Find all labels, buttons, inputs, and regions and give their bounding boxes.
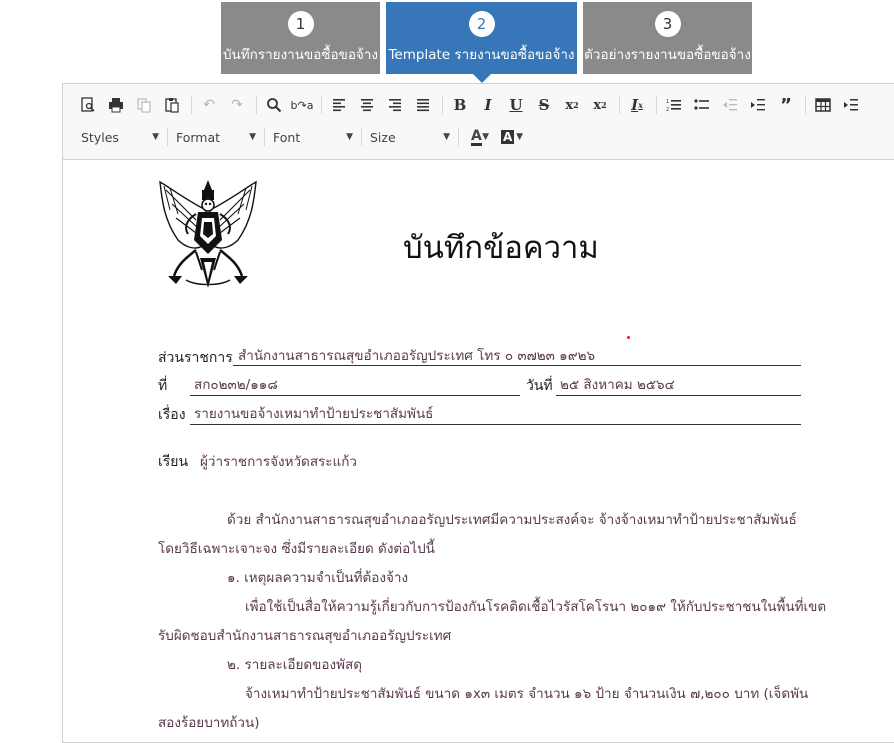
align-left-icon[interactable] — [328, 94, 350, 116]
subject-underline — [190, 424, 801, 425]
to-label: เรียน — [158, 454, 189, 470]
toolbar-separator — [619, 96, 620, 114]
format-dropdown-label: Format — [176, 129, 221, 145]
agency-label: ส่วนราชการ — [158, 350, 233, 366]
background-color-button[interactable] — [493, 126, 527, 148]
superscript-icon[interactable]: x 2 — [593, 97, 607, 113]
toolbar-separator — [442, 96, 443, 114]
svg-text:2: 2 — [666, 107, 670, 112]
bullet-list-icon[interactable] — [691, 94, 713, 116]
agency-underline — [233, 365, 801, 366]
document-content[interactable] — [63, 160, 894, 742]
chevron-down-icon: ▼ — [482, 132, 489, 142]
table-icon[interactable] — [812, 94, 834, 116]
toolbar-separator — [321, 96, 322, 114]
justify-icon[interactable] — [412, 94, 434, 116]
copy-icon[interactable] — [133, 94, 155, 116]
step-2-template-report[interactable] — [386, 2, 577, 74]
date-label: วันที่ — [526, 378, 553, 394]
print-icon[interactable] — [105, 94, 127, 116]
step-number: 3 — [655, 11, 681, 37]
underline-icon[interactable]: U — [509, 96, 523, 114]
editor-toolbar — [63, 84, 894, 160]
body-line: จ้างเหมาทำป้ายประชาสัมพันธ์ ขนาด ๑x๓ เมตร จำนวน ๑๖ ป้าย จำนวนเงิน ๗,๒๐๐ บาท (เจ็ดพัน — [245, 686, 809, 702]
to-value: ผู้ว่าราชการจังหวัดสระแก้ว — [200, 454, 358, 470]
toolbar-separator — [264, 128, 265, 146]
document-title: บันทึกข้อความ — [403, 230, 599, 266]
remove-format-icon[interactable]: I x — [631, 96, 643, 114]
preview-icon[interactable] — [77, 94, 99, 116]
ref-value: สก๐๒๓๒/๑๑๘ — [194, 377, 278, 393]
toolbar-separator — [656, 96, 657, 114]
redo-icon[interactable]: ↷ — [231, 97, 243, 113]
ref-underline — [190, 395, 520, 396]
align-right-icon[interactable] — [384, 94, 406, 116]
agency-value: สำนักงานสาธารณสุขอำเภออรัญประเทศ โทร ๐ ๓๗๒๓ ๑๙๒๖ — [238, 348, 596, 364]
font-dropdown-label: Font — [273, 129, 301, 145]
text-color-button[interactable] — [463, 126, 493, 148]
body-line: เพื่อใช้เป็นสื่อให้ความรู้เกี่ยวกับการป้องกันโรคติดเชื้อไวรัสโคโรนา ๒๐๑๙ ให้กับประชาชนในพื้นที่เขต — [245, 599, 827, 615]
active-step-caret — [472, 73, 492, 83]
size-dropdown-label: Size — [370, 129, 396, 145]
toolbar-separator — [458, 128, 459, 146]
outdent-icon[interactable] — [719, 94, 741, 116]
date-underline — [556, 395, 801, 396]
step-label: บันทึกรายงานขอซื้อขอจ้าง — [222, 47, 379, 63]
toolbar-separator — [805, 96, 806, 114]
body-line: ๒. รายละเอียดของพัสดุ — [227, 657, 362, 673]
chevron-down-icon: ▼ — [516, 132, 523, 142]
align-center-icon[interactable] — [356, 94, 378, 116]
ref-label: ที่ — [158, 378, 168, 394]
bold-icon[interactable]: B — [453, 96, 467, 114]
font-dropdown[interactable] — [269, 126, 357, 148]
toolbar-row-2 — [77, 124, 527, 150]
step-label: ตัวอย่างรายงานขอซื้อขอจ้าง — [584, 47, 751, 63]
toolbar-separator — [167, 128, 168, 146]
chevron-down-icon: ▼ — [346, 132, 353, 142]
numbered-list-icon[interactable] — [663, 94, 685, 116]
paste-icon[interactable] — [161, 94, 183, 116]
body-line: โดยวิธีเฉพาะเจาะจง ซึ่งมีรายละเอียด ดังต่อไปนี้ — [158, 541, 435, 557]
red-dot-marker — [627, 336, 630, 339]
indent-icon[interactable] — [747, 94, 769, 116]
format-dropdown[interactable] — [172, 126, 260, 148]
step-1-record-report[interactable] — [221, 2, 380, 74]
italic-icon[interactable]: I — [484, 96, 492, 114]
date-value: ๒๕ สิงหาคม ๒๕๖๔ — [560, 377, 675, 393]
body-line: ด้วย สำนักงานสาธารณสุขอำเภออรัญประเทศมีความประสงค์จะ จ้างจ้างเหมาทำป้ายประชาสัมพันธ์ — [227, 512, 797, 528]
step-number: 2 — [469, 11, 495, 37]
body-line: สองร้อยบาทถ้วน) — [158, 715, 260, 731]
step-number: 1 — [288, 11, 314, 37]
styles-dropdown-label: Styles — [81, 129, 119, 145]
rich-text-editor — [62, 83, 894, 743]
chevron-down-icon: ▼ — [249, 132, 256, 142]
styles-dropdown[interactable] — [77, 126, 163, 148]
undo-icon[interactable]: ↶ — [203, 97, 215, 113]
garuda-emblem-icon — [156, 180, 260, 290]
background-color-icon: A — [503, 130, 513, 144]
subject-value: รายงานขอจ้างเหมาทำป้ายประชาสัมพันธ์ — [194, 406, 434, 422]
body-line: ๑. เหตุผลความจำเป็นที่ต้องจ้าง — [227, 570, 409, 586]
toolbar-separator — [256, 96, 257, 114]
replace-icon[interactable]: b↷a — [290, 98, 314, 112]
text-color-icon: A — [471, 127, 482, 144]
step-3-sample-report[interactable] — [583, 2, 752, 74]
toolbar-separator — [191, 96, 192, 114]
strikethrough-icon[interactable]: S — [538, 96, 550, 114]
svg-text:1: 1 — [666, 99, 670, 105]
show-blocks-icon[interactable] — [840, 94, 862, 116]
toolbar-row-1 — [77, 92, 868, 118]
chevron-down-icon: ▼ — [152, 132, 159, 142]
blockquote-icon[interactable]: ” — [780, 94, 792, 116]
subscript-icon[interactable]: x 2 — [565, 97, 579, 113]
chevron-down-icon: ▼ — [443, 132, 450, 142]
find-icon[interactable] — [263, 94, 285, 116]
step-label: Template รายงานขอซื้อขอจ้าง — [388, 47, 575, 63]
body-line: รับผิดชอบสำนักงานสาธารณสุขอำเภออรัญประเทศ — [158, 628, 452, 644]
size-dropdown[interactable] — [366, 126, 454, 148]
toolbar-separator — [361, 128, 362, 146]
subject-label: เรื่อง — [158, 407, 186, 423]
